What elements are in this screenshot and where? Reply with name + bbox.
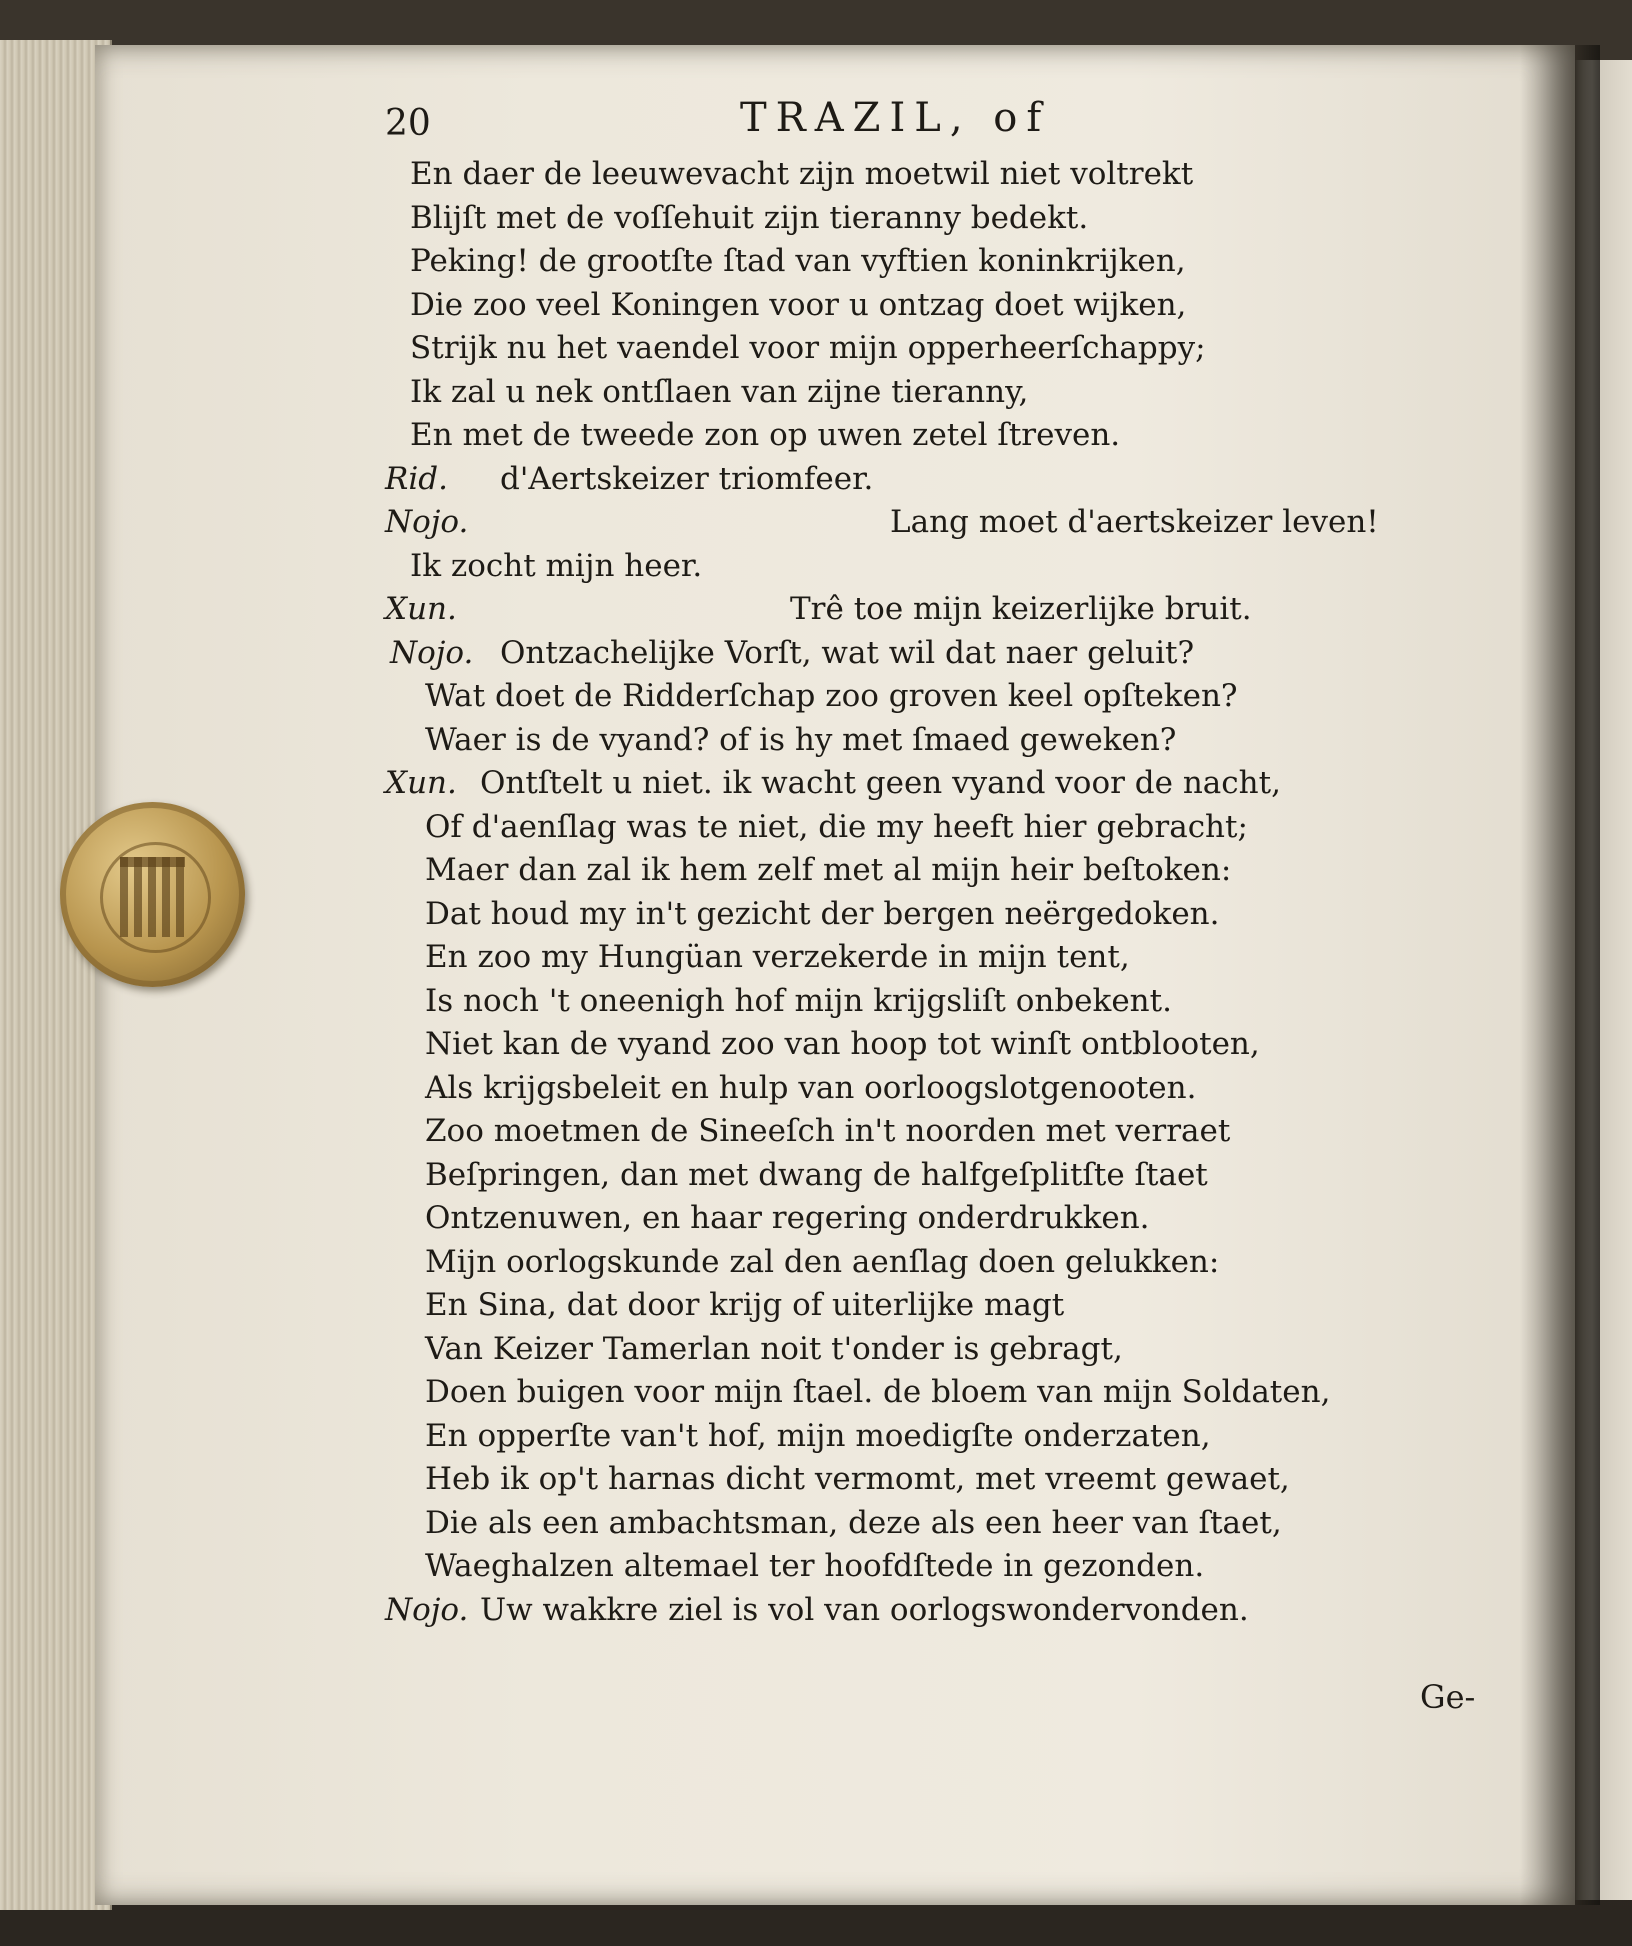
coin-gate-emblem xyxy=(120,857,185,937)
verse-text: d'Aertskeizer triomfeer. xyxy=(500,460,874,497)
verse-line xyxy=(395,675,1495,719)
verse-text: Ontzachelijke Vorſt, wat wil dat naer geluit? xyxy=(500,634,1195,671)
verse-line xyxy=(395,1110,1495,1154)
verse-text: En zoo my Hungüan verzekerde in mijn tent, xyxy=(425,939,1130,975)
verse-line xyxy=(395,1545,1495,1589)
verse-line xyxy=(395,1241,1495,1285)
verse-line xyxy=(385,458,1495,502)
verse-text: Waeghalzen altemael ter hoofdſtede in gezonden. xyxy=(425,1548,1205,1584)
verse-line xyxy=(395,153,1495,197)
coin xyxy=(60,802,245,987)
verse-text: Als krijgsbeleit en hulp van oorloogslotgenooten. xyxy=(425,1069,1197,1106)
verse-line xyxy=(395,1415,1495,1459)
verse-line xyxy=(395,240,1495,284)
speaker-name: Nojo. xyxy=(385,504,469,540)
verse-text: Dat houd my in't gezicht der bergen neërgedoken. xyxy=(425,895,1220,932)
verse-text: En opperſte van't hof, mijn moedigſte onderzaten, xyxy=(425,1417,1211,1454)
speaker-name: Xun. xyxy=(385,765,457,801)
verse-text: Blijſt met de voſſehuit zijn tieranny bedekt. xyxy=(410,199,1089,236)
verse-text: Waer is de vyand? of is hy met ſmaed geweken? xyxy=(425,721,1177,758)
verse-text: Doen buigen voor mijn ſtael. de bloem van mijn Soldaten, xyxy=(425,1374,1331,1410)
verse-text: Zoo moetmen de Sineeſch in't noorden met verraet xyxy=(425,1113,1231,1149)
verse-line xyxy=(385,1589,1495,1633)
verse-line xyxy=(395,284,1495,328)
verse-text: Lang moet d'aertskeizer leven! xyxy=(890,504,1379,540)
verse-text: Peking! de grootſte ſtad van vyftien koninkrijken, xyxy=(410,243,1186,279)
gutter-shadow xyxy=(1520,45,1600,1905)
verse-text: Die als een ambachtsman, deze als een heer van ſtaet, xyxy=(425,1504,1282,1541)
verse-text: Strijk nu het vaendel voor mijn opperheerſchappy; xyxy=(410,330,1206,366)
verse-line xyxy=(395,1458,1495,1502)
verse-line xyxy=(395,849,1495,893)
verse-line xyxy=(385,501,1495,545)
verse-text: Uw wakkre ziel is vol van oorlogswondervonden. xyxy=(480,1591,1249,1628)
verse-line xyxy=(395,1284,1495,1328)
speaker-name: Nojo. xyxy=(390,634,474,671)
verse-text: Mijn oorlogskunde zal den aenſlag doen gelukken: xyxy=(425,1243,1220,1280)
verse-line xyxy=(395,980,1495,1024)
verse-line xyxy=(385,762,1495,806)
verse-text: Ik zocht mijn heer. xyxy=(410,547,703,584)
verse-text: Wat doet de Ridderſchap zoo groven keel opſteken? xyxy=(425,678,1238,714)
verse-line xyxy=(385,588,1495,632)
speaker-name: Nojo. xyxy=(385,1591,469,1628)
verse-line xyxy=(395,1023,1495,1067)
verse-text: Of d'aenſlag was te niet, die my heeft hier gebracht; xyxy=(425,808,1248,845)
verse-line xyxy=(395,371,1495,415)
verse-text: Ontſtelt u niet. ik wacht geen vyand voor de nacht, xyxy=(480,765,1281,801)
verse-text: Ik zal u nek ontſlaen van zijne tieranny, xyxy=(410,373,1029,410)
verse-line xyxy=(395,1371,1495,1415)
verse-line xyxy=(395,893,1495,937)
verse-line xyxy=(390,632,1495,676)
verse-lines xyxy=(385,153,1495,1632)
verse-line xyxy=(395,545,1495,589)
verse-text: Beſpringen, dan met dwang de halfgeſplitſte ſtaet xyxy=(425,1156,1208,1193)
verse-text: En met de tweede zon op uwen zetel ſtreven. xyxy=(410,417,1121,453)
verse-text: Niet kan de vyand zoo van hoop tot winſt ontblooten, xyxy=(425,1026,1260,1062)
verse-line xyxy=(395,806,1495,850)
verse-line xyxy=(395,936,1495,980)
verse-text: Die zoo veel Koningen voor u ontzag doet wijken, xyxy=(410,286,1187,323)
verse-text: Ontzenuwen, en haar regering onderdrukken. xyxy=(425,1200,1150,1236)
catchword: Ge- xyxy=(1420,1678,1476,1716)
running-title: TRAZIL, of xyxy=(740,95,1051,141)
verse-line xyxy=(395,719,1495,763)
verse-line xyxy=(395,1154,1495,1198)
verse-text: Heb ik op't harnas dicht vermomt, met vreemt gewaet, xyxy=(425,1461,1290,1497)
verse-line xyxy=(395,197,1495,241)
verse-line xyxy=(395,414,1495,458)
verse-text: Maer dan zal ik hem zelf met al mijn heir beſtoken: xyxy=(425,852,1232,888)
verse-text: En Sina, dat door krijg of uiterlijke magt xyxy=(425,1287,1065,1323)
verse-line xyxy=(395,1502,1495,1546)
verse-text: Van Keizer Tamerlan noit t'onder is gebragt, xyxy=(425,1330,1123,1367)
verse-line xyxy=(395,1328,1495,1372)
page-header xyxy=(385,95,1495,145)
page-number: 20 xyxy=(385,103,431,144)
verse-text: Is noch 't oneenigh hof mijn krijgsliſt onbekent. xyxy=(425,982,1172,1019)
verse-line xyxy=(395,1067,1495,1111)
verse-text: En daer de leeuwevacht zijn moetwil niet voltrekt xyxy=(410,156,1194,192)
verse-text: Trê toe mijn keizerlijke bruit. xyxy=(790,591,1252,627)
speaker-name: Xun. xyxy=(385,591,457,627)
verse-line xyxy=(395,1197,1495,1241)
speaker-name: Rid. xyxy=(385,460,448,497)
verse-line xyxy=(395,327,1495,371)
